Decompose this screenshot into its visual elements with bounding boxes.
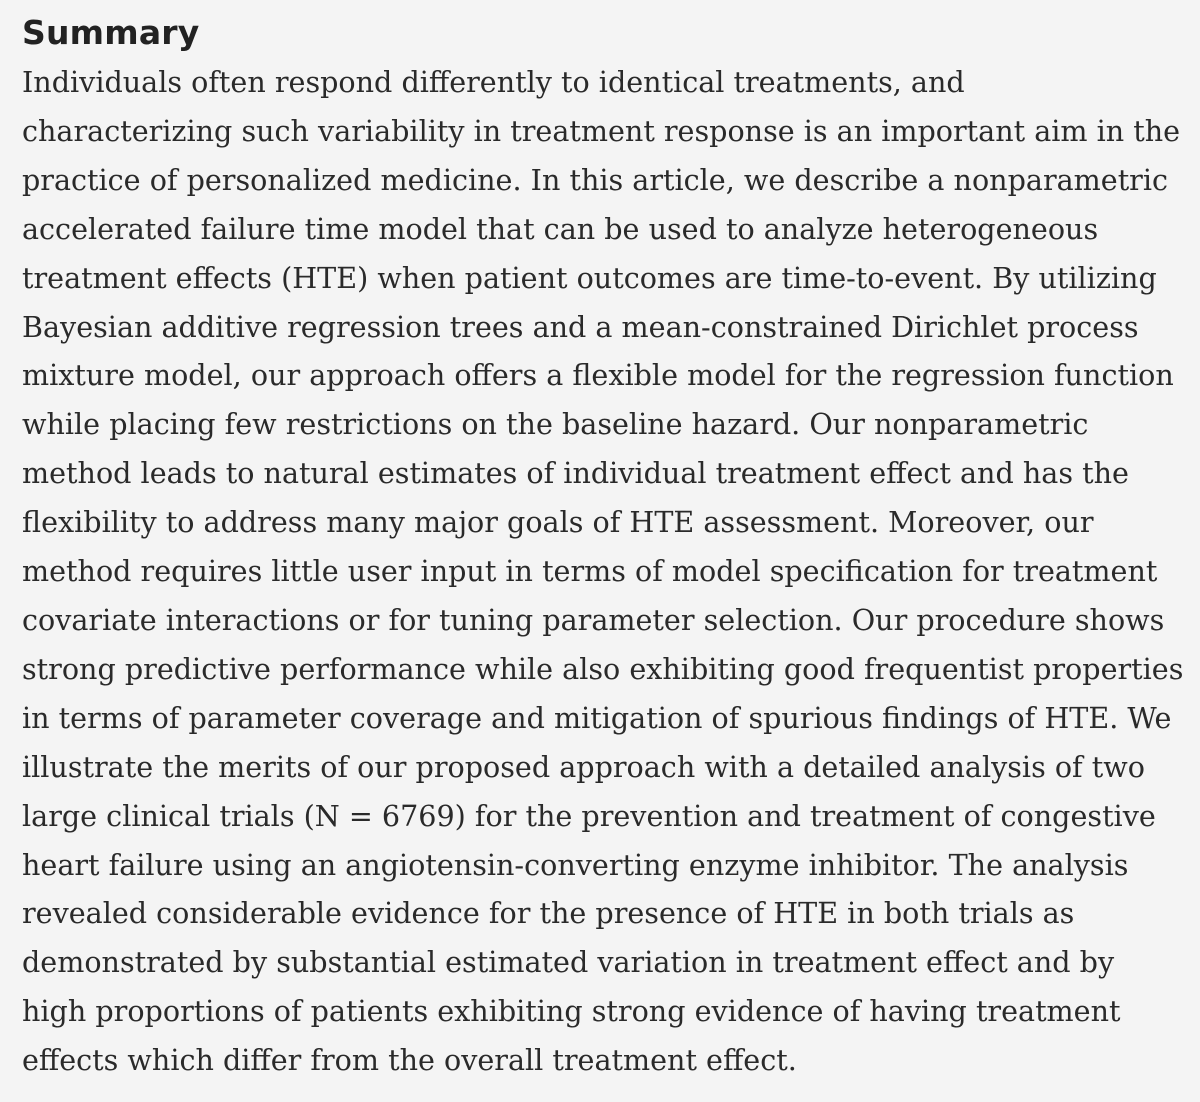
paragraph-line: practice of personalized medicine. In this article, we describe a nonparametric: [22, 162, 1169, 197]
paragraph-line: demonstrated by substantial estimated variation in treatment effect and by: [22, 945, 1115, 980]
paragraph-line: mixture model, our approach offers a flexible model for the regression function: [22, 358, 1174, 393]
paragraph-line: large clinical trials (N = 6769) for the prevention and treatment of congestive: [22, 798, 1156, 833]
paragraph-line: strong predictive performance while also exhibiting good frequentist properties: [22, 651, 1184, 686]
paragraph-line: accelerated failure time model that can be used to analyze heterogeneous: [22, 211, 1099, 246]
paragraph-line: characterizing such variability in treatment response is an important aim in the: [22, 113, 1181, 148]
paragraph-line: treatment effects (HTE) when patient outcomes are time-to-event. By utilizing: [22, 260, 1157, 295]
paragraph-line: Individuals often respond differently to identical treatments, and: [22, 65, 965, 99]
paragraph-line: method requires little user input in terms of model specification for treatment: [22, 554, 1158, 589]
summary-paragraph: [22, 58, 1184, 1085]
paragraph-line: method leads to natural estimates of individual treatment effect and has the: [22, 456, 1129, 491]
paragraph-line: illustrate the merits of our proposed approach with a detailed analysis of two: [22, 749, 1145, 784]
paragraph-line: flexibility to address many major goals of HTE assessment. Moreover, our: [22, 505, 1094, 540]
paragraph-line: while placing few restrictions on the baseline hazard. Our nonparametric: [22, 407, 1089, 442]
paragraph-line: heart failure using an angiotensin-converting enzyme inhibitor. The analysis: [22, 847, 1129, 882]
paragraph-line: Bayesian additive regression trees and a mean-constrained Dirichlet process: [22, 309, 1139, 344]
section-heading: Summary: [22, 13, 200, 52]
paragraph-line: high proportions of patients exhibiting strong evidence of having treatment: [22, 994, 1121, 1029]
paragraph-line: covariate interactions or for tuning parameter selection. Our procedure shows: [22, 602, 1165, 637]
paragraph-line: in terms of parameter coverage and mitigation of spurious findings of HTE. We: [22, 700, 1172, 735]
paragraph-line: effects which differ from the overall treatment effect.: [22, 1043, 797, 1078]
paragraph-line: revealed considerable evidence for the presence of HTE in both trials as: [22, 896, 1075, 931]
